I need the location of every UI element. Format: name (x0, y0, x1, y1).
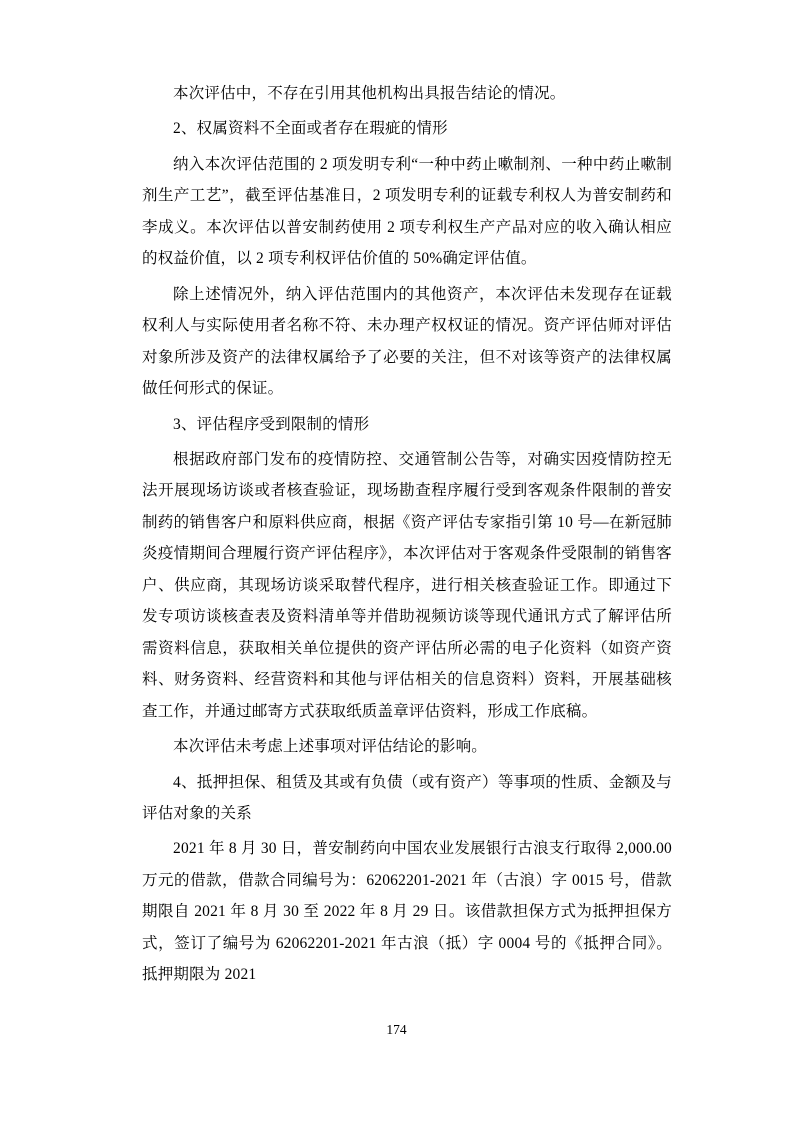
paragraph-7: 本次评估未考虑上述事项对评估结论的影响。 (173, 738, 488, 756)
paragraph-9: 2021 年 8 月 30 日，普安制药向中国农业发展银行古浪支行取得 2,000.00 万元的借款，借款合同编号为：62062201-2021 年（古浪）字 0015 号，借款期限自 2021 年 8 月 30 至 2022 年 8 月 29 日。该借款担保方式为抵押担保方式，签订了编号为 62062201-2021 年古浪（抵）字 0004 号的《抵押合同》。抵押期限为 2021 (142, 840, 672, 984)
paragraph-8-heading: 4、抵押担保、租赁及其或有负债（或有资产）等事项的性质、金额及与评估对象的关系 (142, 773, 672, 822)
page-body (142, 78, 672, 995)
paragraph-4: 除上述情况外，纳入评估范围内的其他资产，本次评估未发现存在证载权利人与实际使用者名称不符、未办理产权权证的情况。资产评估师对评估对象所涉及资产的法律权属给予了必要的关注，但不对该等资产的法律权属做任何形式的保证。 (142, 285, 672, 398)
paragraph-6: 根据政府部门发布的疫情防控、交通管制公告等，对确实因疫情防控无法开展现场访谈或者核查验证，现场勘查程序履行受到客观条件限制的普安制药的销售客户和原料供应商，根据《资产评估专家指引第 10 号—在新冠肺炎疫情期间合理履行资产评估程序》，本次评估对于客观条件受限制的销售客户、供应商，其现场访谈采取替代程序，进行相关核查验证工作。即通过下发专项访谈核查表及资料清单等并借助视频访谈等现代通讯方式了解评估所需资料信息，获取相关单位提供的资产评估所必需的电子化资料（如资产资料、财务资料、经营资料和其他与评估相关的信息资料）资料，开展基础核查工作，并通过邮寄方式获取纸质盖章评估资料，形成工作底稿。 (142, 450, 672, 720)
page-number: 174 (386, 1022, 407, 1037)
paragraph-1: 本次评估中，不存在引用其他机构出具报告结论的情况。 (173, 85, 566, 102)
paragraph-3: 纳入本次评估范围的 2 项发明专利“一种中药止嗽制剂、一种中药止嗽制剂生产工艺”，截至评估基准日，2 项发明专利的证载专利权人为普安制药和李成义。本次评估以普安制药使用 2 项专利权生产产品对应的收入确认相应的权益价值，以 2 项专利权评估价值的 50%确定评估值。 (142, 155, 672, 268)
paragraph-5-heading: 3、评估程序受到限制的情形 (173, 415, 370, 433)
paragraph-2-heading: 2、权属资料不全面或者存在瑕疵的情形 (173, 120, 448, 138)
